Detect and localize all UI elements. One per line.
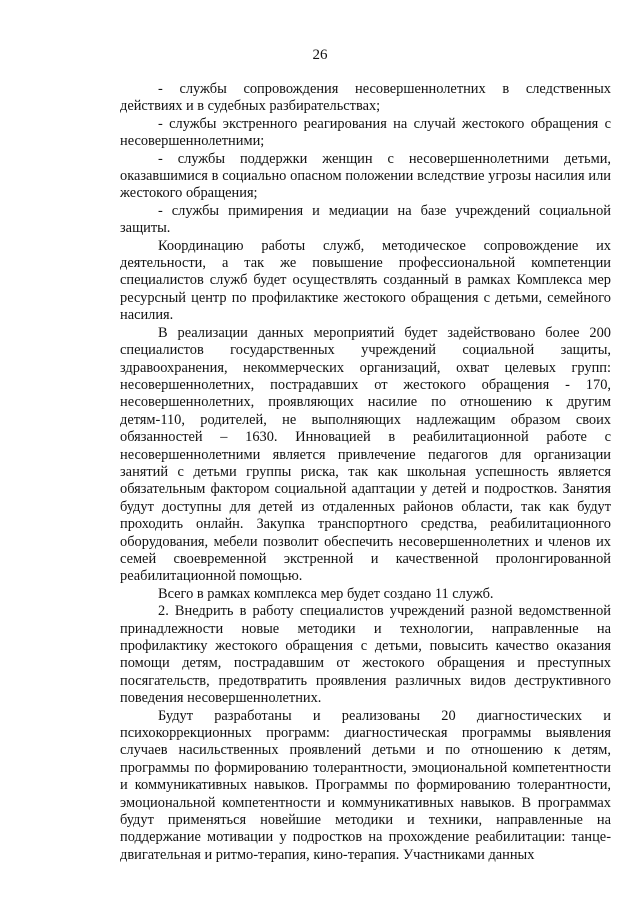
paragraph-implementation: В реализации данных мероприятий будет задействовано более 200 специалистов государственных учреждений социальной защиты, здравоохранения, некоммерческих организаций, охват целевых групп: несовершеннолетних, пострадавших от жестокого обращения - 170, несовершеннолетних, проявляющих насилие по отношению к другим детям-110, родителей, не выполняющих надлежащим образом своих обязанностей – 1630. Инновацией в реабилитационной работе с несовершеннолетними является привлечение педагогов для организации занятий с детьми группы риска, так как школьная успешность является обязательным фактором социальной адаптации у детей и подростков. Занятия будут доступны для детей из отдаленных районов области, так как будут проходить онлайн. Закупка транспортного средства, реабилитационного оборудования, мебели позволит обеспечить несовершеннолетних и членов их семей своевременной экстренной и качественной пролонгированной реабилитационной помощью.: [120, 324, 611, 585]
document-body: [120, 81, 611, 864]
list-item-support-services: - службы поддержки женщин с несовершеннолетними детьми, оказавшимися в социально опасном положении вследствие угрозы насилия или жестокого обращения;: [120, 150, 611, 202]
list-item-mediation-services: - службы примирения и медиации на базе учреждений социальной защиты.: [120, 202, 611, 237]
list-item-escort-services: - службы сопровождения несовершеннолетних в следственных действиях и в судебных разбирательствах;: [120, 81, 611, 115]
paragraph-total-services: Всего в рамках комплекса мер будет создано 11 служб.: [158, 585, 494, 602]
paragraph-goal-2: 2. Внедрить в работу специалистов учреждений разной ведомственной принадлежности новые методики и технологии, направленные на профилактику жестокого обращения с детьми, повысить качество оказания помощи детям, пострадавшим от жестокого обращения и преступных посягательств, предотвратить проявления различных видов деструктивного поведения несовершеннолетних.: [120, 603, 611, 707]
paragraph-coordination: Координацию работы служб, методическое сопровождение их деятельности, а так же повышение профессиональной компетенции специалистов служб будет осуществлять созданный в рамках Комплекса мер ресурсный центр по профилактике жестокого обращения с детьми, семейного насилия.: [120, 237, 611, 324]
paragraph-programs: Будут разработаны и реализованы 20 диагностических и психокоррекционных программ: диагностическая программы выявления случаев насильственных проявлений детьми и по отношению к детям, программы по формированию толерантности, эмоциональной компетентности и коммуникативных навыков. Программы по формированию толерантности, эмоциональной компетентности и коммуникативных навыков. В программах будут применяться новейшие методики и техники, направленные на поддержание мотивации у подростков на прохождение реабилитации: танце-двигательная и ритмо-терапия, кино-терапия. Участниками данных: [120, 707, 611, 863]
list-item-emergency-services: - службы экстренного реагирования на случай жестокого обращения с несовершеннолетними;: [120, 115, 611, 150]
page-number: 26: [312, 47, 328, 63]
